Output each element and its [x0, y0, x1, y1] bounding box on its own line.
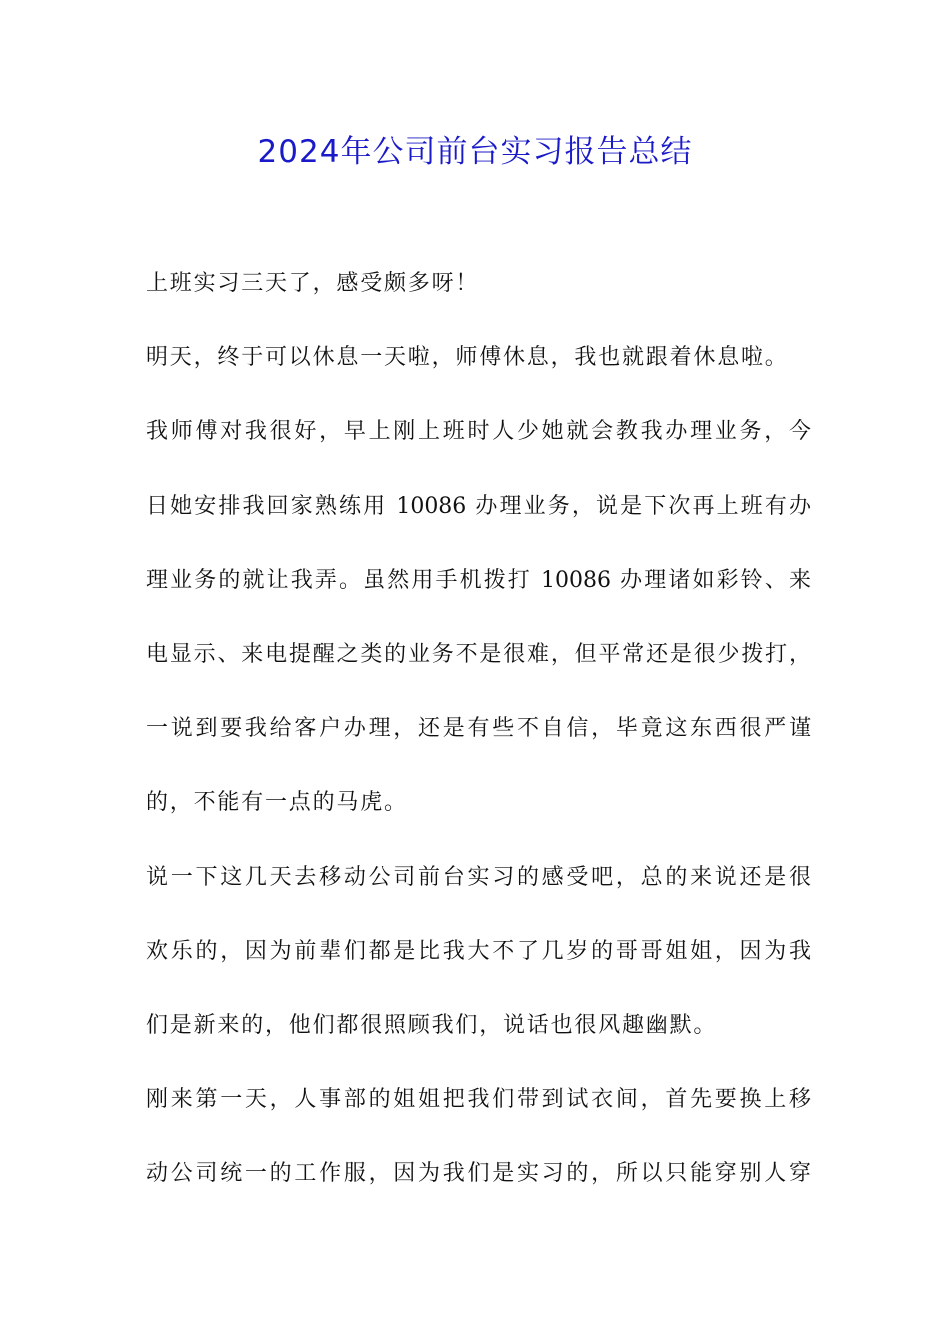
text-line: 我师傅对我很好，早上刚上班时人少她就会教我办理业务，今 [146, 419, 811, 445]
text-line: 的，不能有一点的马虎。 [146, 790, 408, 816]
text-line: 一说到要我给客户办理，还是有些不自信，毕竟这东西很严谨 [146, 716, 811, 742]
text-line: 动公司统一的工作服，因为我们是实习的，所以只能穿别人穿 [146, 1161, 811, 1187]
text-line: 上班实习三天了，感受颇多呀！ [146, 271, 480, 296]
text-line: 们是新来的，他们都很照顾我们，说话也很风趣幽默。 [146, 1012, 718, 1038]
text-line: 说一下这几天去移动公司前台实习的感受吧，总的来说还是很 [146, 864, 811, 890]
text-line: 刚来第一天，人事部的姐姐把我们带到试衣间，首先要换上移 [146, 1087, 811, 1113]
text-line: 欢乐的，因为前辈们都是比我大不了几岁的哥哥姐姐，因为我 [146, 938, 811, 964]
text-line: 理业务的就让我弄。虽然用手机拨打 10086 办理诸如彩铃、来 [146, 567, 811, 593]
document-body [146, 262, 811, 1226]
text-line: 日她安排我回家熟练用 10086 办理业务，说是下次再上班有办 [146, 493, 811, 519]
document-title: 2024年公司前台实习报告总结 [257, 134, 693, 170]
text-line: 明天，终于可以休息一天啦，师傅休息，我也就跟着休息啦。 [146, 345, 789, 371]
text-line: 电显示、来电提醒之类的业务不是很难，但平常还是很少拨打， [146, 641, 811, 667]
